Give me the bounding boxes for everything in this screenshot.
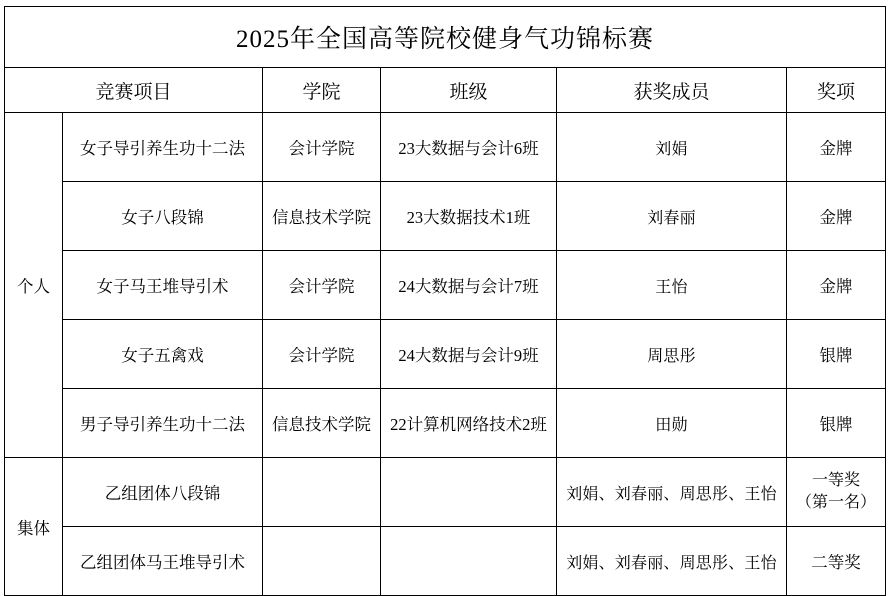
table-row <box>5 320 886 389</box>
prize-line-2: （第一名） <box>796 494 877 511</box>
group-label-team: 集体 <box>5 458 63 596</box>
cell-event: 乙组团体八段锦 <box>63 458 263 527</box>
cell-prize: 金牌 <box>787 251 886 320</box>
column-header-members: 获奖成员 <box>557 68 787 113</box>
cell-class: 24大数据与会计7班 <box>381 251 557 320</box>
cell-class <box>381 527 557 596</box>
table-row <box>5 458 886 527</box>
cell-event: 女子马王堆导引术 <box>63 251 263 320</box>
award-table <box>4 6 886 596</box>
cell-class: 23大数据与会计6班 <box>381 113 557 182</box>
group-label-individual: 个人 <box>5 113 63 458</box>
cell-college: 信息技术学院 <box>263 389 381 458</box>
cell-event: 男子导引养生功十二法 <box>63 389 263 458</box>
cell-event: 乙组团体马王堆导引术 <box>63 527 263 596</box>
table-row <box>5 113 886 182</box>
cell-members: 刘娟、刘春丽、周思彤、王怡 <box>557 458 787 527</box>
cell-class: 23大数据技术1班 <box>381 182 557 251</box>
cell-members: 刘娟 <box>557 113 787 182</box>
table-row <box>5 182 886 251</box>
cell-college <box>263 527 381 596</box>
cell-class <box>381 458 557 527</box>
cell-prize: 金牌 <box>787 113 886 182</box>
page-title: 2025年全国高等院校健身气功锦标赛 <box>5 7 886 68</box>
table-row <box>5 389 886 458</box>
table-row <box>5 527 886 596</box>
table-title-row <box>5 7 886 68</box>
cell-event: 女子五禽戏 <box>63 320 263 389</box>
table-header-row <box>5 68 886 113</box>
table-row <box>5 251 886 320</box>
prize-line-1: 一等奖 <box>812 472 861 490</box>
cell-class: 22计算机网络技术2班 <box>381 389 557 458</box>
cell-college <box>263 458 381 527</box>
cell-prize: 银牌 <box>787 389 886 458</box>
cell-college: 会计学院 <box>263 113 381 182</box>
cell-prize <box>787 458 886 527</box>
cell-college: 信息技术学院 <box>263 182 381 251</box>
column-header-prize: 奖项 <box>787 68 886 113</box>
column-header-event: 竞赛项目 <box>5 68 263 113</box>
cell-members: 田勋 <box>557 389 787 458</box>
cell-college: 会计学院 <box>263 320 381 389</box>
cell-event: 女子导引养生功十二法 <box>63 113 263 182</box>
cell-prize: 金牌 <box>787 182 886 251</box>
cell-class: 24大数据与会计9班 <box>381 320 557 389</box>
column-header-class: 班级 <box>381 68 557 113</box>
cell-prize: 二等奖 <box>787 527 886 596</box>
cell-members: 刘春丽 <box>557 182 787 251</box>
column-header-college: 学院 <box>263 68 381 113</box>
cell-college: 会计学院 <box>263 251 381 320</box>
cell-members: 刘娟、刘春丽、周思彤、王怡 <box>557 527 787 596</box>
cell-members: 周思彤 <box>557 320 787 389</box>
cell-members: 王怡 <box>557 251 787 320</box>
cell-prize: 银牌 <box>787 320 886 389</box>
cell-event: 女子八段锦 <box>63 182 263 251</box>
